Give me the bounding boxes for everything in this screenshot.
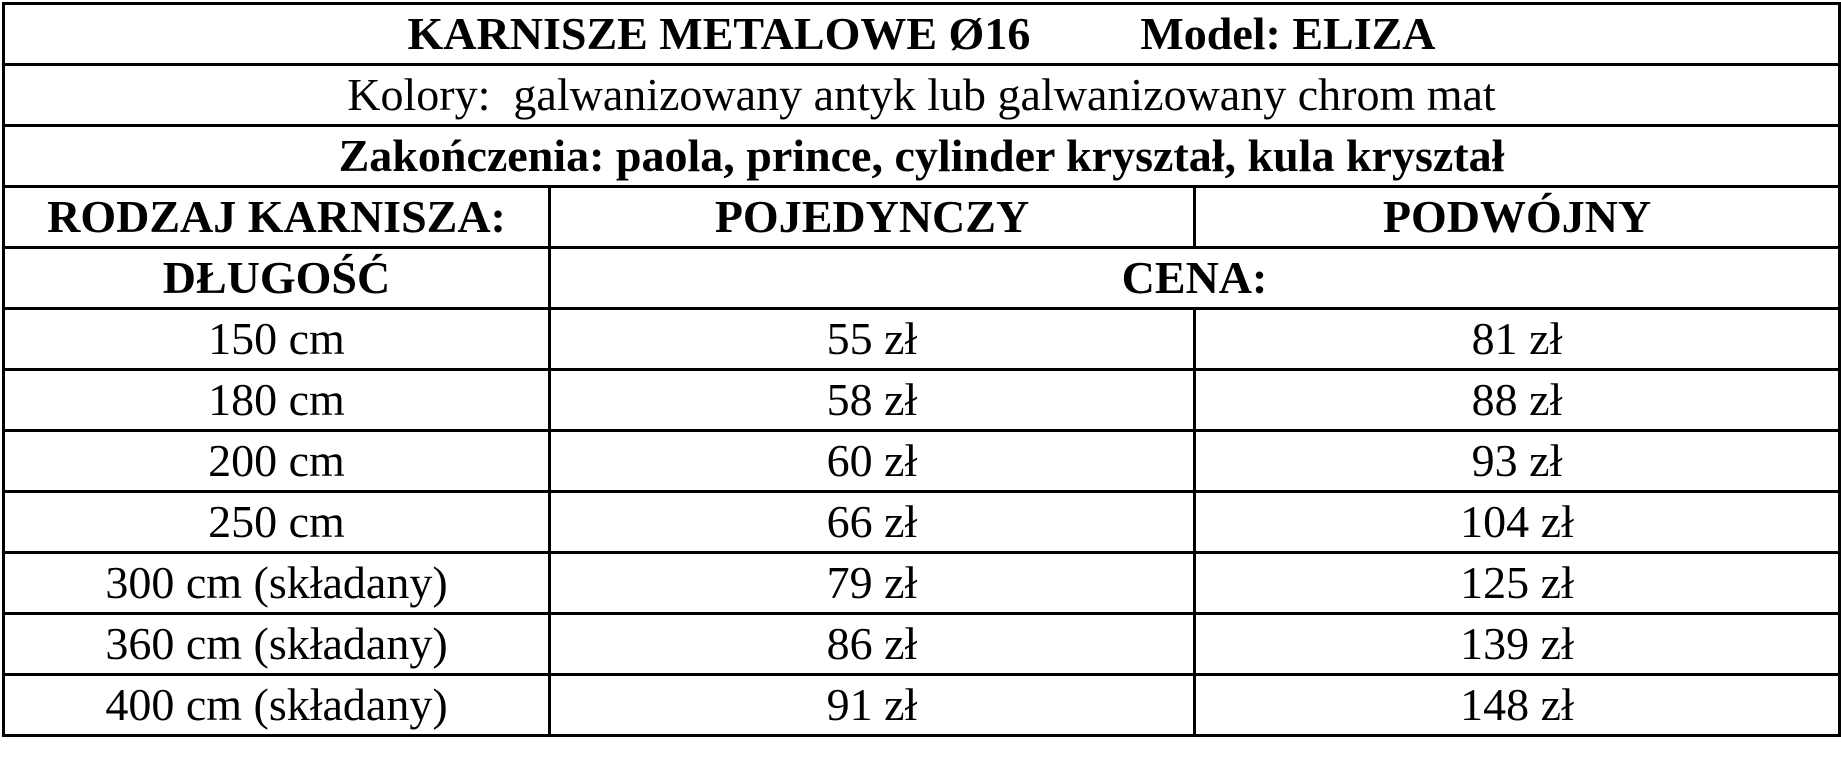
single-price-cell: 60 zł [550, 431, 1195, 492]
table-row [4, 614, 1840, 675]
single-price-cell: 86 zł [550, 614, 1195, 675]
table-row [4, 370, 1840, 431]
colors-row [4, 65, 1840, 126]
price-table [2, 2, 1841, 737]
endings-cell: Zakończenia: paola, prince, cylinder kryształ, kula kryształ [4, 126, 1840, 187]
single-price-cell: 55 zł [550, 309, 1195, 370]
colors-cell: Kolory: galwanizowany antyk lub galwanizowany chrom mat [4, 65, 1840, 126]
single-price-cell: 66 zł [550, 492, 1195, 553]
double-price-cell: 81 zł [1195, 309, 1840, 370]
product-title: KARNISZE METALOWE Ø16 [407, 8, 1031, 59]
length-cell: 300 cm (składany) [4, 553, 550, 614]
double-price-cell: 88 zł [1195, 370, 1840, 431]
single-header: POJEDYNCZY [550, 187, 1195, 248]
title-cell [4, 4, 1840, 65]
double-header: PODWÓJNY [1195, 187, 1840, 248]
table-row [4, 553, 1840, 614]
length-cell: 250 cm [4, 492, 550, 553]
length-cell: 150 cm [4, 309, 550, 370]
table-row [4, 309, 1840, 370]
length-cell: 360 cm (składany) [4, 614, 550, 675]
double-price-cell: 125 zł [1195, 553, 1840, 614]
double-price-cell: 93 zł [1195, 431, 1840, 492]
table-row [4, 492, 1840, 553]
length-header-row [4, 248, 1840, 309]
double-price-cell: 148 zł [1195, 675, 1840, 736]
single-price-cell: 91 zł [550, 675, 1195, 736]
double-price-cell: 104 zł [1195, 492, 1840, 553]
price-list [2, 2, 1841, 737]
type-label: RODZAJ KARNISZA: [4, 187, 550, 248]
endings-row [4, 126, 1840, 187]
table-row [4, 431, 1840, 492]
length-cell: 200 cm [4, 431, 550, 492]
model-name: Model: ELIZA [1140, 8, 1436, 59]
title-row [4, 4, 1840, 65]
table-row [4, 675, 1840, 736]
single-price-cell: 58 zł [550, 370, 1195, 431]
type-header-row [4, 187, 1840, 248]
double-price-cell: 139 zł [1195, 614, 1840, 675]
price-label: CENA: [550, 248, 1840, 309]
length-cell: 180 cm [4, 370, 550, 431]
length-cell: 400 cm (składany) [4, 675, 550, 736]
length-label: DŁUGOŚĆ [4, 248, 550, 309]
single-price-cell: 79 zł [550, 553, 1195, 614]
